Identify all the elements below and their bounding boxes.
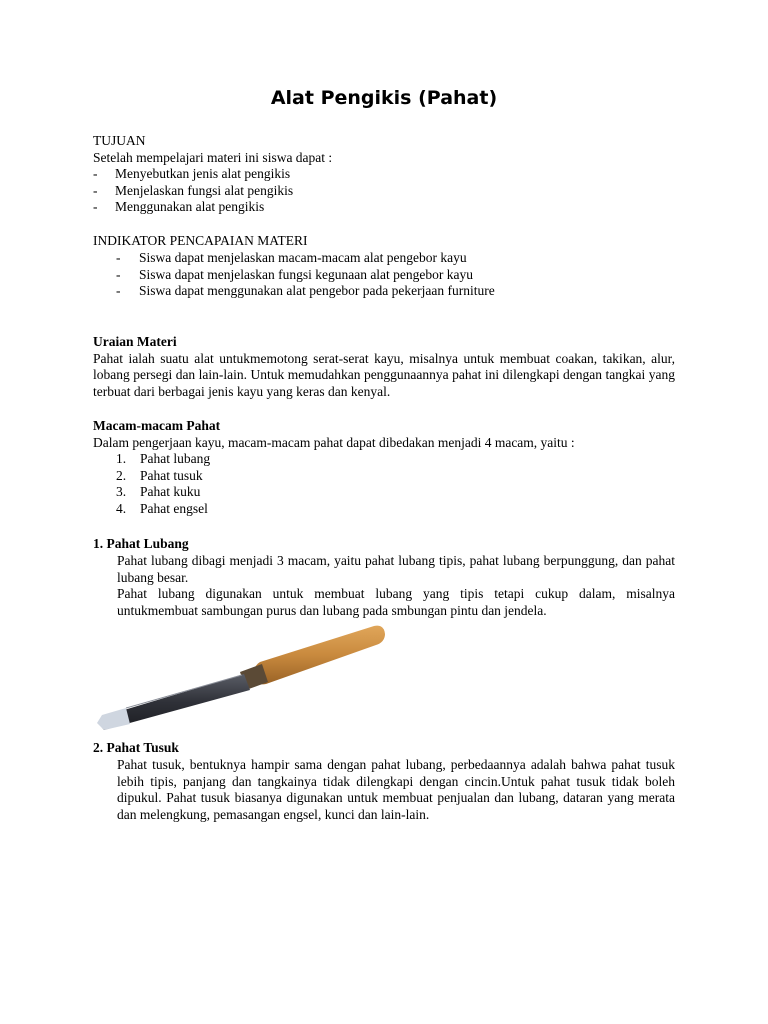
list-item: - Menjelaskan fungsi alat pengikis bbox=[93, 182, 294, 198]
list-item: - Menggunakan alat pengikis bbox=[93, 199, 265, 215]
tusuk-heading: 2. Pahat Tusuk bbox=[93, 740, 179, 755]
list-item: 1. Pahat lubang bbox=[116, 451, 211, 467]
lubang-heading: 1. Pahat Lubang bbox=[93, 536, 189, 551]
tujuan-heading: TUJUAN bbox=[93, 133, 146, 148]
lubang-paragraph-1: Pahat lubang dibagi menjadi 3 macam, yaitu pahat lubang tipis, pahat lubang berpunggung, dan pahat lubang besar. bbox=[117, 553, 675, 585]
list-item: 3. Pahat kuku bbox=[116, 484, 201, 500]
macam-heading: Macam-macam Pahat bbox=[93, 418, 221, 433]
page-title: Alat Pengikis (Pahat) bbox=[270, 87, 498, 109]
tusuk-paragraph-1: Pahat tusuk, bentuknya hampir sama dengan pahat lubang, perbedaannya adalah bahwa pahat tusuk lebih tipis, panjang dan tangkainya tidak dilengkapi dengan cincin.Untuk pahat tusuk tidak boleh dipukul. Pahat tusuk biasanya digunakan untuk membuat penjualan dan lubang, dataran yang merata dan melengkung, pemasangan engsel, kunci dan lain-lain. bbox=[117, 757, 675, 822]
lubang-body bbox=[117, 553, 675, 619]
chisel-icon bbox=[92, 620, 392, 732]
uraian-section bbox=[93, 334, 675, 400]
lubang-paragraph-2: Pahat lubang digunakan untuk membuat lubang yang tipis tetapi cukup dalam, misalnya untukmembuat sambungan purus dan lubang pada smbungan pintu dan jendela. bbox=[117, 586, 675, 618]
list-item: - Siswa dapat menjelaskan macam-macam alat pengebor kayu bbox=[116, 250, 467, 265]
list-item: 2. Pahat tusuk bbox=[116, 467, 203, 483]
uraian-text: Pahat ialah suatu alat untukmemotong serat-serat kayu, misalnya untuk membuat coakan, takikan, alur, lobang persegi dan lain-lain. Untuk memudahkan penggunaannya pahat ini dilengkapi dengan tangkai yang terbuat dari berbagai jenis kayu yang keras dan kenyal. bbox=[93, 350, 675, 399]
indikator-heading: INDIKATOR PENCAPAIAN MATERI bbox=[93, 233, 308, 248]
tusuk-body bbox=[117, 757, 675, 823]
indikator-list bbox=[116, 250, 495, 300]
tujuan-section bbox=[93, 133, 675, 216]
uraian-heading: Uraian Materi bbox=[93, 334, 177, 349]
list-item: - Siswa dapat menjelaskan fungsi kegunaan alat pengebor kayu bbox=[116, 266, 474, 282]
list-item: - Menyebutkan jenis alat pengikis bbox=[93, 166, 291, 182]
macam-section bbox=[93, 418, 675, 518]
macam-intro: Dalam pengerjaan kayu, macam-macam pahat dapat dibedakan menjadi 4 macam, yaitu : bbox=[93, 434, 575, 450]
list-item: - Siswa dapat menggunakan alat pengebor pada pekerjaan furniture bbox=[116, 283, 495, 299]
tujuan-intro: Setelah mempelajari materi ini siswa dapat : bbox=[93, 149, 333, 165]
list-item: 4. Pahat engsel bbox=[116, 500, 208, 516]
